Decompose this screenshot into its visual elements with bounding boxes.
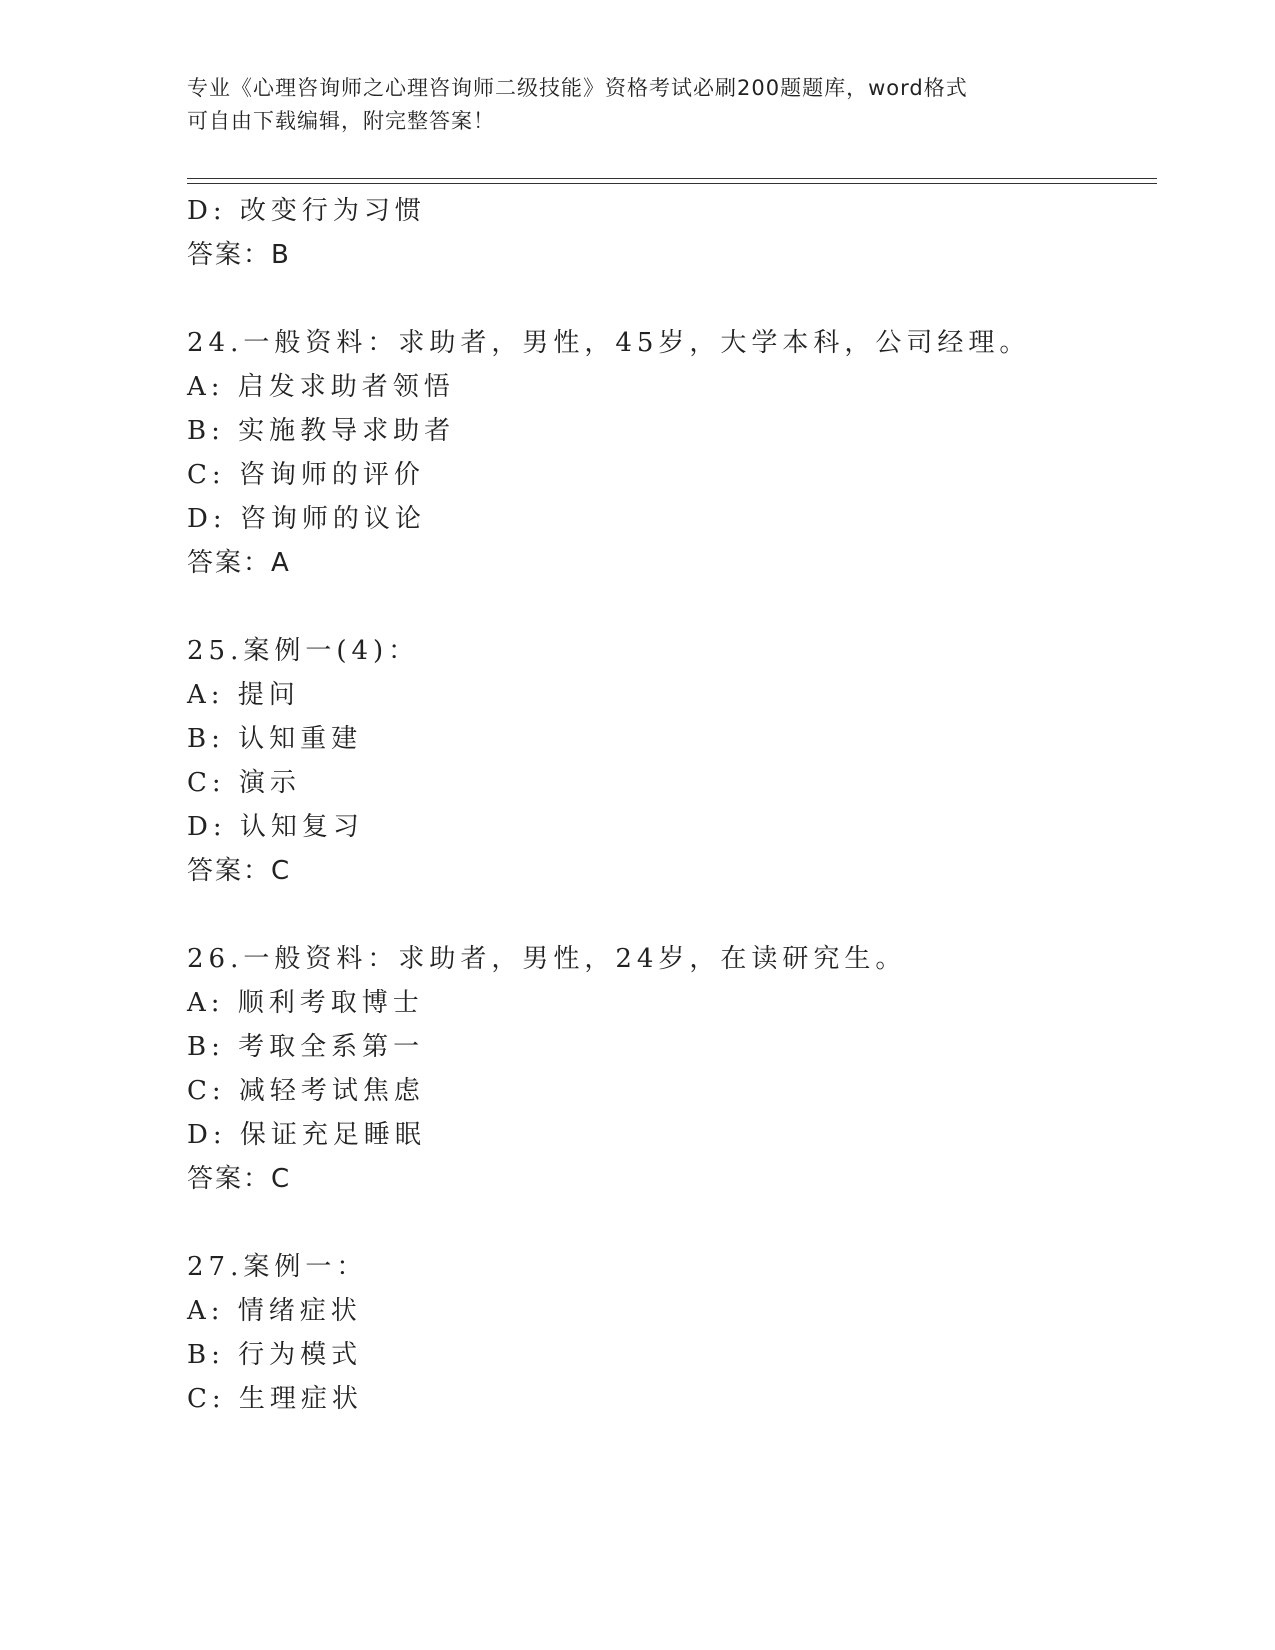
option-line: A: 顺利考取博士 <box>187 988 424 1018</box>
option-line: B: 实施教导求助者 <box>187 416 456 446</box>
option-line: A: 启发求助者领悟 <box>187 372 455 402</box>
document-header <box>187 72 1087 138</box>
option-line: C: 减轻考试焦虑 <box>187 1076 425 1106</box>
header-divider-bottom <box>187 183 1157 184</box>
option-line: D: 保证充足睡眠 <box>187 1120 426 1150</box>
option-line: A: 情绪症状 <box>187 1296 362 1326</box>
option-line: A: 提问 <box>187 680 300 710</box>
question-line: 25.案例一(4)： <box>187 636 420 666</box>
question-line: 27.案例一： <box>187 1252 368 1282</box>
option-line: B: 认知重建 <box>187 724 363 754</box>
option-line: C: 生理症状 <box>187 1384 363 1414</box>
option-line: D: 认知复习 <box>187 812 364 842</box>
answer-line: 答案：A <box>187 548 291 578</box>
option-line: B: 行为模式 <box>187 1340 363 1370</box>
question-line: 24.一般资料：求助者，男性，45岁，大学本科，公司经理。 <box>187 328 1031 358</box>
header-line-1: 专业《心理咨询师之心理咨询师二级技能》资格考试必刷200题题库，word格式 <box>187 76 968 100</box>
header-divider-top <box>187 178 1157 179</box>
answer-line: 答案：B <box>187 240 291 270</box>
option-line: B: 考取全系第一 <box>187 1032 425 1062</box>
option-line: C: 咨询师的评价 <box>187 460 425 490</box>
header-line-2: 可自由下载编辑，附完整答案！ <box>187 109 495 133</box>
option-line: D: 改变行为习惯 <box>187 196 426 226</box>
answer-line: 答案：C <box>187 1164 292 1194</box>
answer-line: 答案：C <box>187 856 292 886</box>
option-line: C: 演示 <box>187 768 301 798</box>
question-line: 26.一般资料：求助者，男性，24岁，在读研究生。 <box>187 944 907 974</box>
option-line: D: 咨询师的议论 <box>187 504 426 534</box>
